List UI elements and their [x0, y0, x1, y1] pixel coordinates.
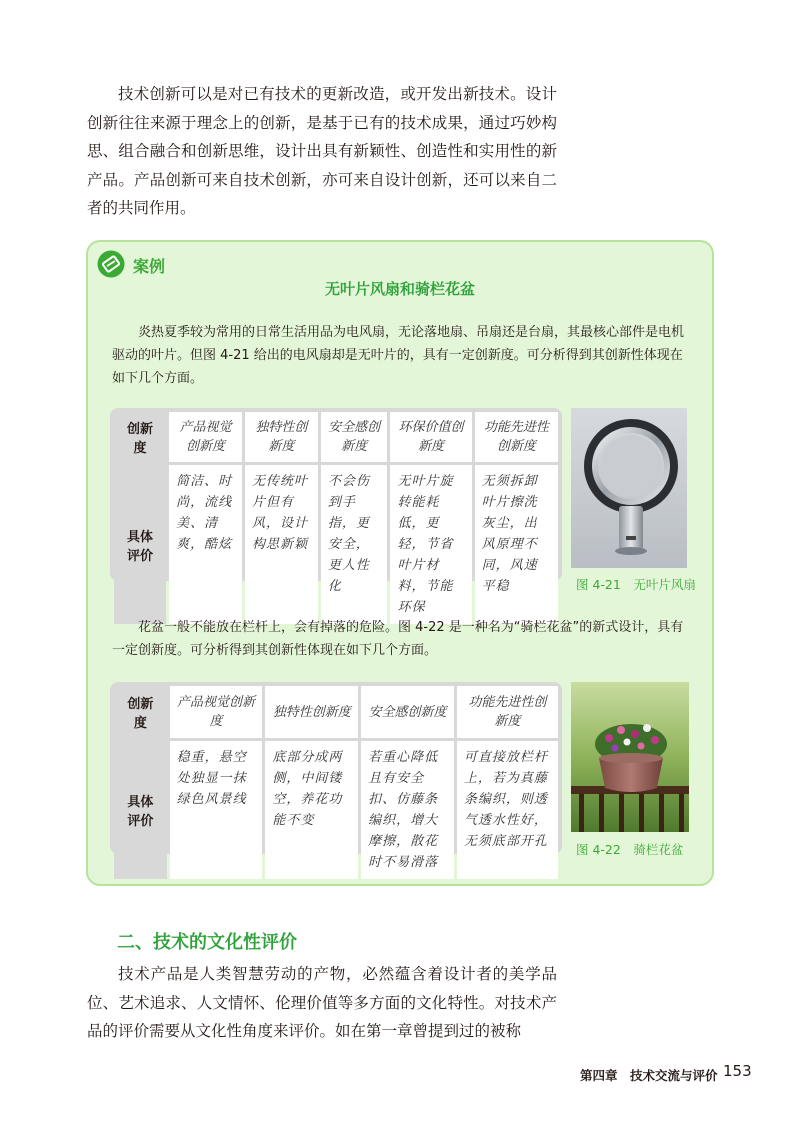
section-paragraph: 技术产品是人类智慧劳动的产物，必然蕴含着设计者的美学品位、艺术追求、人文情怀、伦理价值等多方面的文化特性。对技术产品的评价需要从文化性角度来评价。如在第一章曾提到过的被称	[87, 965, 557, 1040]
fan-figure-caption: 图 4-21 无叶片风扇	[576, 577, 696, 592]
table-cell: 无叶片旋转能耗低，更轻，节省叶片材料，节能环保	[390, 465, 471, 624]
table-row	[114, 465, 558, 624]
section-title: 二、技术的文化性评价	[117, 932, 297, 953]
pot-evaluation-table	[111, 683, 561, 882]
column-header: 安全感创新度	[321, 412, 388, 462]
page-number: 153	[723, 1062, 752, 1080]
pot-paragraph: 花盆一般不能放在栏杆上，会有掉落的危险。图 4-22 是一种名为“骑栏花盆”的新式设计，具有一定创新度。可分析得到其创新性体现在如下几个方面。	[112, 620, 684, 658]
fan-paragraph: 炎热夏季较为常用的日常生活用品为电风扇，无论落地扇、吊扇还是台扇，其最核心部件是电机驱动的叶片。但图 4-21 给出的电风扇却是无叶片的，具有一定创新度。可分析得到其创新性体现在如下几个方面。	[112, 325, 685, 386]
column-header: 产品视觉创新度	[169, 412, 242, 462]
railing-planter-image	[571, 682, 689, 832]
column-header: 独特性创新度	[265, 686, 358, 738]
table-cell: 稳重，悬空处独显一抹绿色风景线	[170, 741, 263, 879]
column-header: 功能先进性创新度	[475, 412, 558, 462]
case-title: 无叶片风扇和骑栏花盆	[324, 280, 475, 298]
table-cell: 不会伤到手指，更安全，更人性化	[321, 465, 388, 624]
row-header-evaluation: 具体评价	[114, 465, 166, 624]
row-header-innovation: 创新度	[114, 686, 167, 738]
fan-evaluation-table	[111, 409, 561, 627]
table-row	[114, 686, 558, 738]
row-header-evaluation: 具体评价	[114, 741, 167, 879]
intro-text	[87, 80, 557, 223]
footer-chapter-title: 第四章 技术交流与评价	[580, 1068, 718, 1083]
table-cell: 无须拆卸叶片擦洗灰尘，出风原理不同，风速平稳	[475, 465, 558, 624]
bladeless-fan-image	[571, 408, 687, 568]
column-header: 产品视觉创新度	[170, 686, 263, 738]
row-header-innovation: 创新度	[114, 412, 166, 462]
case-label: 案例	[133, 257, 166, 276]
table-row	[114, 412, 558, 462]
table-cell: 底部分成两侧，中间镂空，养花功能不变	[265, 741, 358, 879]
column-header: 功能先进性创新度	[457, 686, 558, 738]
column-header: 环保价值创新度	[390, 412, 471, 462]
table-cell: 可直接放栏杆上，若为真藤条编织，则透气透水性好，无须底部开孔	[457, 741, 558, 879]
column-header: 独特性创新度	[245, 412, 318, 462]
table-cell: 若重心降低且有安全扣、仿藤条编织，增大摩擦，散花时不易滑落	[361, 741, 454, 879]
table-cell: 无传统叶片但有风，设计构思新颖	[245, 465, 318, 624]
case-icon	[97, 250, 125, 278]
table-cell: 简洁、时尚，流线美、清爽，酷炫	[169, 465, 242, 624]
column-header: 安全感创新度	[361, 686, 454, 738]
table-row	[114, 741, 558, 879]
intro-paragraph: 技术创新可以是对已有技术的更新改造，或开发出新技术。设计创新往往来源于理念上的创新，是基于已有的技术成果，通过巧妙构思、组合融合和创新思维，设计出具有新颖性、创造性和实用性的新产品。产品创新可来自技术创新，亦可来自设计创新，还可以来自二者的共同作用。	[87, 85, 557, 217]
pot-figure-caption: 图 4-22 骑栏花盆	[576, 842, 684, 857]
